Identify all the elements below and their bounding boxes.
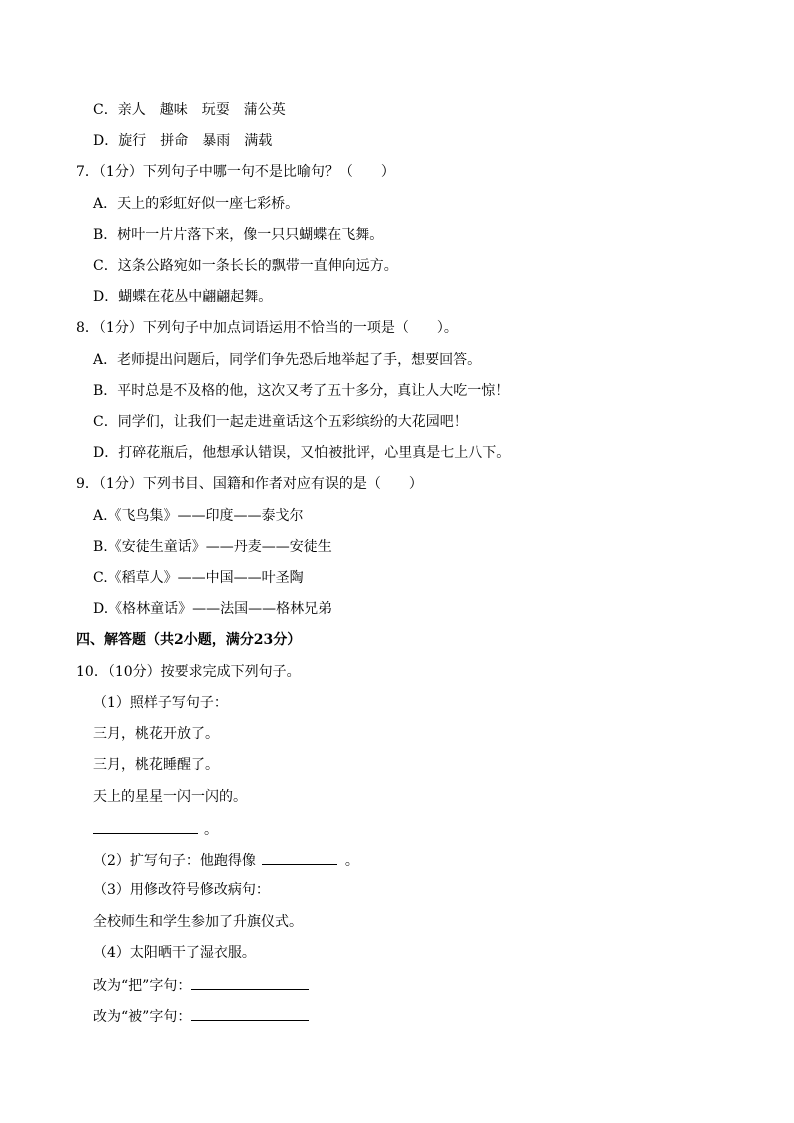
q10-part4-bei-row [93,1006,309,1024]
q10-part3-sentence: 全校师生和学生参加了升旗仪式。 [93,914,303,930]
q8-option-a: A．老师提出问题后，同学们争先恐后地举起了手，想要回答。 [93,352,482,368]
q10-part2-row [93,850,359,868]
q10-stem: 10．（10分）按要求完成下列句子。 [76,664,301,680]
q9-option-a: A.《飞鸟集》——印度——泰戈尔 [93,508,304,524]
q9-option-b: B.《安徒生童话》——丹麦——安徒生 [93,539,332,555]
q10-part1-example2: 三月，桃花睡醒了。 [93,757,219,773]
q9-option-d: D.《格林童话》——法国——格林兄弟 [93,601,333,617]
answer-blank[interactable] [191,975,309,990]
section-heading: 四、解答题（共2小题，满分23分） [76,632,302,648]
q10-part1-prompt: 天上的星星一闪一闪的。 [93,789,247,805]
q7-option-b: B．树叶一片片落下来，像一只只蝴蝶在飞舞。 [93,227,384,243]
q10-part3-title: （3）用修改符号修改病句： [93,882,270,898]
q6-option-c: C．亲人 趣味 玩耍 蒲公英 [93,102,286,118]
q10-part4-title: （4）太阳晒干了湿衣服。 [93,945,256,961]
q10-part1-example1: 三月，桃花开放了。 [93,726,219,742]
q7-option-a: A．天上的彩虹好似一座七彩桥。 [93,196,300,212]
q9-option-c: C.《稻草人》——中国——叶圣陶 [93,570,304,586]
q8-option-c: C．同学们，让我们一起走进童话这个五彩缤纷的大花园吧！ [93,414,468,430]
q10-part4-bei-label: 改为“被”字句： [93,1009,192,1025]
q8-stem: 8．（1分）下列句子中加点词语运用不恰当的一项是（ ）。 [76,320,458,336]
q10-part4-ba-row [93,975,309,993]
q10-part4-ba-label: 改为“把”字句： [93,978,192,994]
q9-stem: 9．（1分）下列书目、国籍和作者对应有误的是（ ） [76,476,423,492]
q10-part1-answer-row [93,819,218,837]
q8-option-b: B．平时总是不及格的他，这次又考了五十多分，真让人大吃一惊！ [93,383,510,399]
q10-part1-title: （1）照样子写句子： [93,695,228,711]
q8-option-d: D．打碎花瓶后，他想承认错误，又怕被批评，心里真是七上八下。 [93,445,511,461]
answer-blank[interactable] [262,850,337,865]
q7-stem: 7．（1分）下列句子中哪一句不是比喻句？（ ） [76,164,395,180]
q10-part2-period: 。 [344,853,359,869]
q7-option-d: D．蝴蝶在花丛中翩翩起舞。 [93,289,273,305]
answer-blank[interactable] [191,1006,309,1021]
q7-option-c: C．这条公路宛如一条长长的飘带一直伸向远方。 [93,258,398,274]
q10-part1-period: 。 [204,822,218,838]
q10-part2-prefix: （2）扩写句子：他跑得像 [93,853,256,869]
answer-blank[interactable] [93,819,198,834]
q6-option-d: D．旋行 拼命 暴雨 满载 [93,133,273,149]
